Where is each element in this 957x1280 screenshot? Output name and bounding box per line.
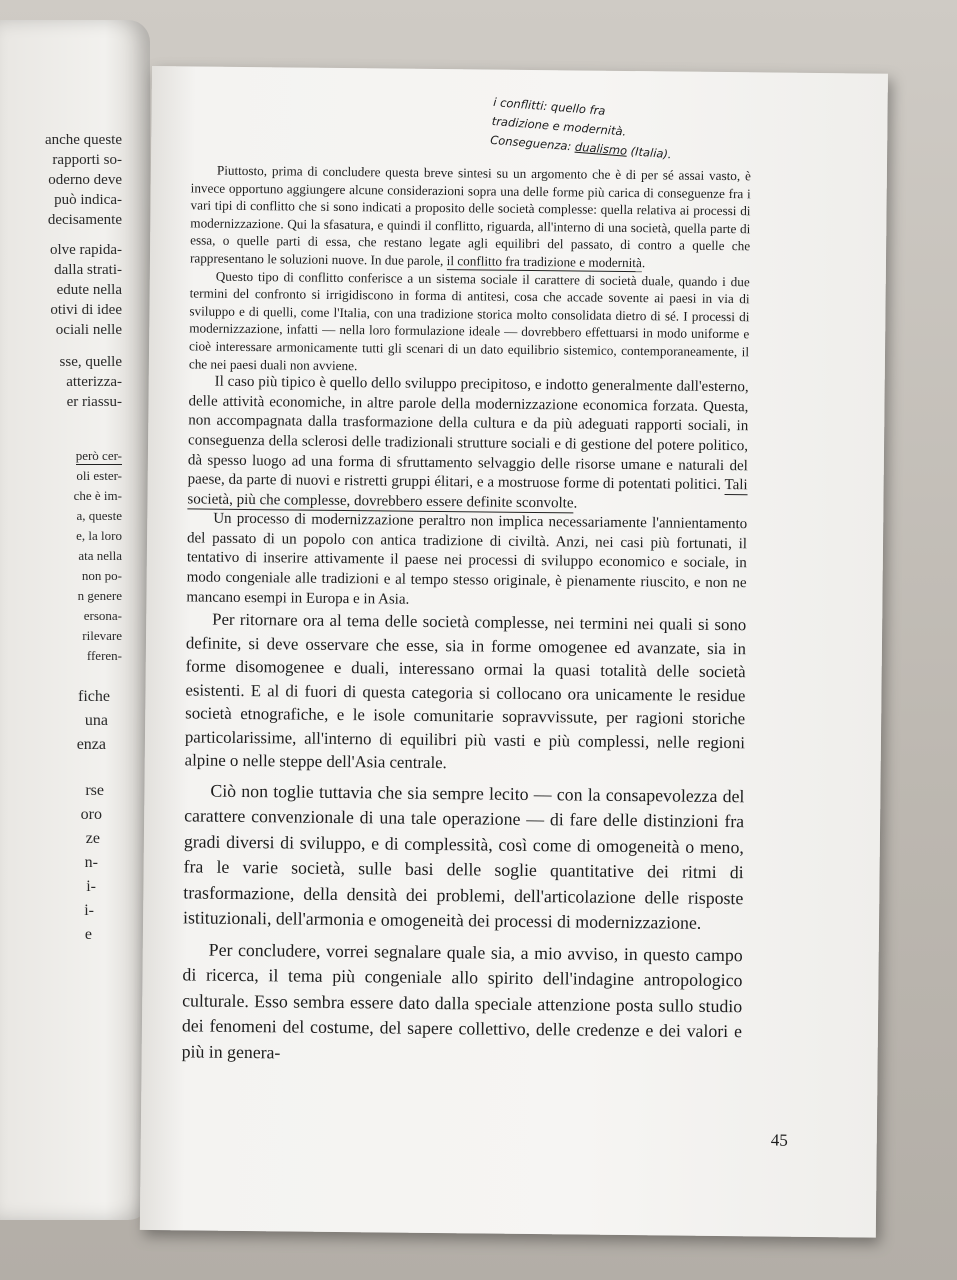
left-line: però cer- <box>75 448 122 463</box>
paragraph: Ciò non toglie tuttavia che sia sempre lecito — con la consapevolezza del carattere convenzionale di una tale operazione — di fare delle distinzioni fra gradi diversi di sviluppo, e di complessità, così come di omogeneità o meno, fra le varie società, sulle basi delle soglie quantitative dei ritmi di trasformazione, della densità dei problemi, dell'articolazione delle risposte istituzionali, dell'armonia e omogeneità dei processi di modernizzazione. <box>182 780 745 934</box>
left-line: n- <box>84 854 98 871</box>
body-text <box>182 161 751 1070</box>
left-line: e, la loro <box>76 528 122 543</box>
left-line: edute nella <box>56 282 122 298</box>
paragraph: Piuttosto, prima di concludere questa breve sintesi su un argomento che è di per sé assai vasto, è invece opportuno aggiungere alcune considerazioni sopra una delle forme più carica di conseguenze fra i vari tipi di conflitto che si sono indicati a proposito delle società complesse: quella relativa ai processi di modernizzazione. Qui la sfasatura, e quindi il conflitto, riguarda, all'interno di una società, quella parte di essa, o quelle parti di essa, che restano legate agli equilibri del passato, di contro a quelle che rappresentano le soluzioni nuove. In due parole, il conflitto fra tradizione e modernità. <box>189 162 751 271</box>
left-line: oro <box>80 806 102 823</box>
left-line: ata nella <box>78 548 122 563</box>
left-line: ze <box>85 830 100 847</box>
left-page <box>0 20 150 1220</box>
left-line: non po- <box>81 568 122 583</box>
left-line: ersona- <box>83 608 122 623</box>
left-line: i- <box>84 902 94 919</box>
paragraph: Un processo di modernizzazione peraltro non implica necessariamente l'annientamento del passato di un popolo con antica tradizione di civiltà. Anzi, nei casi più fortunati, il tentativo di inserire attivamente il paese nei processi di sviluppo economico e sociale, in modo congeniale alle tradizioni e al tempo stesso originale, è pienamente riuscito, e non ne mancano esempi in Europa e in Asia. <box>186 510 748 608</box>
right-page <box>140 66 888 1238</box>
underlined-phrase: Tali società, più che complesse, dovrebbero essere definite sconvolte <box>187 477 748 512</box>
left-line: olve rapida- <box>49 242 122 258</box>
left-line: fiche <box>78 688 110 705</box>
handnote-line: tradizione e modernità. <box>491 113 627 139</box>
left-line: ociali nelle <box>55 322 122 338</box>
left-line: otivi di idee <box>50 302 122 318</box>
paragraph: Questo tipo di conflitto conferisce a un sistema sociale il carattere di società duale, quando i due termini del confronto si irrigidiscono in forma di antitesi, cosa che accade sovente ai paesi in via di sviluppo e di quelli, come l'Italia, con una tradizione storica molto consolidata dietro di sé. I processi di modernizzazione, infatti — nella loro formulazione ideale — dovrebbero effettuarsi in modo uniforme e cioè interessare armonicamente tutti gli scenari di un dato equilibrio sistemico, contemporaneamente, il che nei paesi duali non avviene. <box>188 268 750 373</box>
left-line: una <box>84 712 108 729</box>
left-line: oli ester- <box>76 468 122 483</box>
paragraph: Per concludere, vorrei segnalare quale sia, a mio avviso, in questo campo di ricerca, il tema più congeniale allo spirito dell'indagine antropologico culturale. Esso sembra essere dato dalla speciale attenzione posta sullo studio dei fenomeni del costume, del sapere collettivo, delle credenze e dei valori e più in genera- <box>181 939 743 1063</box>
left-line: oderno deve <box>48 172 122 188</box>
handnote-line: i conflitti: quello fra <box>492 94 606 118</box>
underlined-phrase: il conflitto fra tradizione e modernità <box>446 253 642 271</box>
left-line: rse <box>85 782 104 799</box>
left-line: e <box>84 926 92 943</box>
left-line: anche queste <box>44 132 122 148</box>
handnote-line: Conseguenza: dualismo (Italia). <box>489 132 673 162</box>
left-line: atterizza- <box>66 374 122 390</box>
left-line: rapporti so- <box>52 152 122 168</box>
left-line: fferen- <box>86 648 122 663</box>
left-line: può indica- <box>54 192 122 208</box>
left-line: decisamente <box>47 212 122 228</box>
left-line: a, queste <box>76 508 122 523</box>
paragraph: Per ritornare ora al tema delle società complesse, nei termini nei quali si sono definite, si deve osservare che esse, sia in forme omogenee ed avanzate, sia in forme disomogenee e duali, interessano ormai la quasi totalità delle società esistenti. E al di fuori di questa categoria si collocano ora unicamente le residue società etnografiche, e le isole comunitarie sopravvissute, per ragioni storiche particolarissime, all'interno di equilibri più vasti e più complessi, nelle regioni alpine o nelle steppe dell'Asia centrale. <box>184 609 747 773</box>
handwritten-note <box>489 93 743 170</box>
left-line: enza <box>76 736 106 753</box>
page-number: 45 <box>770 1130 788 1150</box>
paragraph: Il caso più tipico è quello dello sviluppo precipitoso, e indotto generalmente dall'esterno, delle attività economiche, in altre parole della modernizzazione economica forzata. Questa, non accompagnata dalla trasformazione della cultura e da più adeguati rapporti sociali, in conseguenza della sclerosi delle tradizionali strutture sociali e di gestione del potere politico, dà spesso luogo ad una forma di sfruttamento selvaggio delle risorse umane e naturali del paese, da parte di nuovi e ristretti gruppi élitari, e a mostruose forme di potentati politici. Tali società, più che complesse, dovrebbero essere definite sconvolte. <box>187 373 749 512</box>
left-line: che è im- <box>73 488 122 503</box>
left-line: dalla strati- <box>54 262 122 278</box>
left-line: er riassu- <box>66 394 122 410</box>
left-line: sse, quelle <box>59 354 122 370</box>
left-line: i- <box>86 878 96 895</box>
left-line: rilevare <box>82 628 122 643</box>
left-line: n genere <box>77 588 122 603</box>
